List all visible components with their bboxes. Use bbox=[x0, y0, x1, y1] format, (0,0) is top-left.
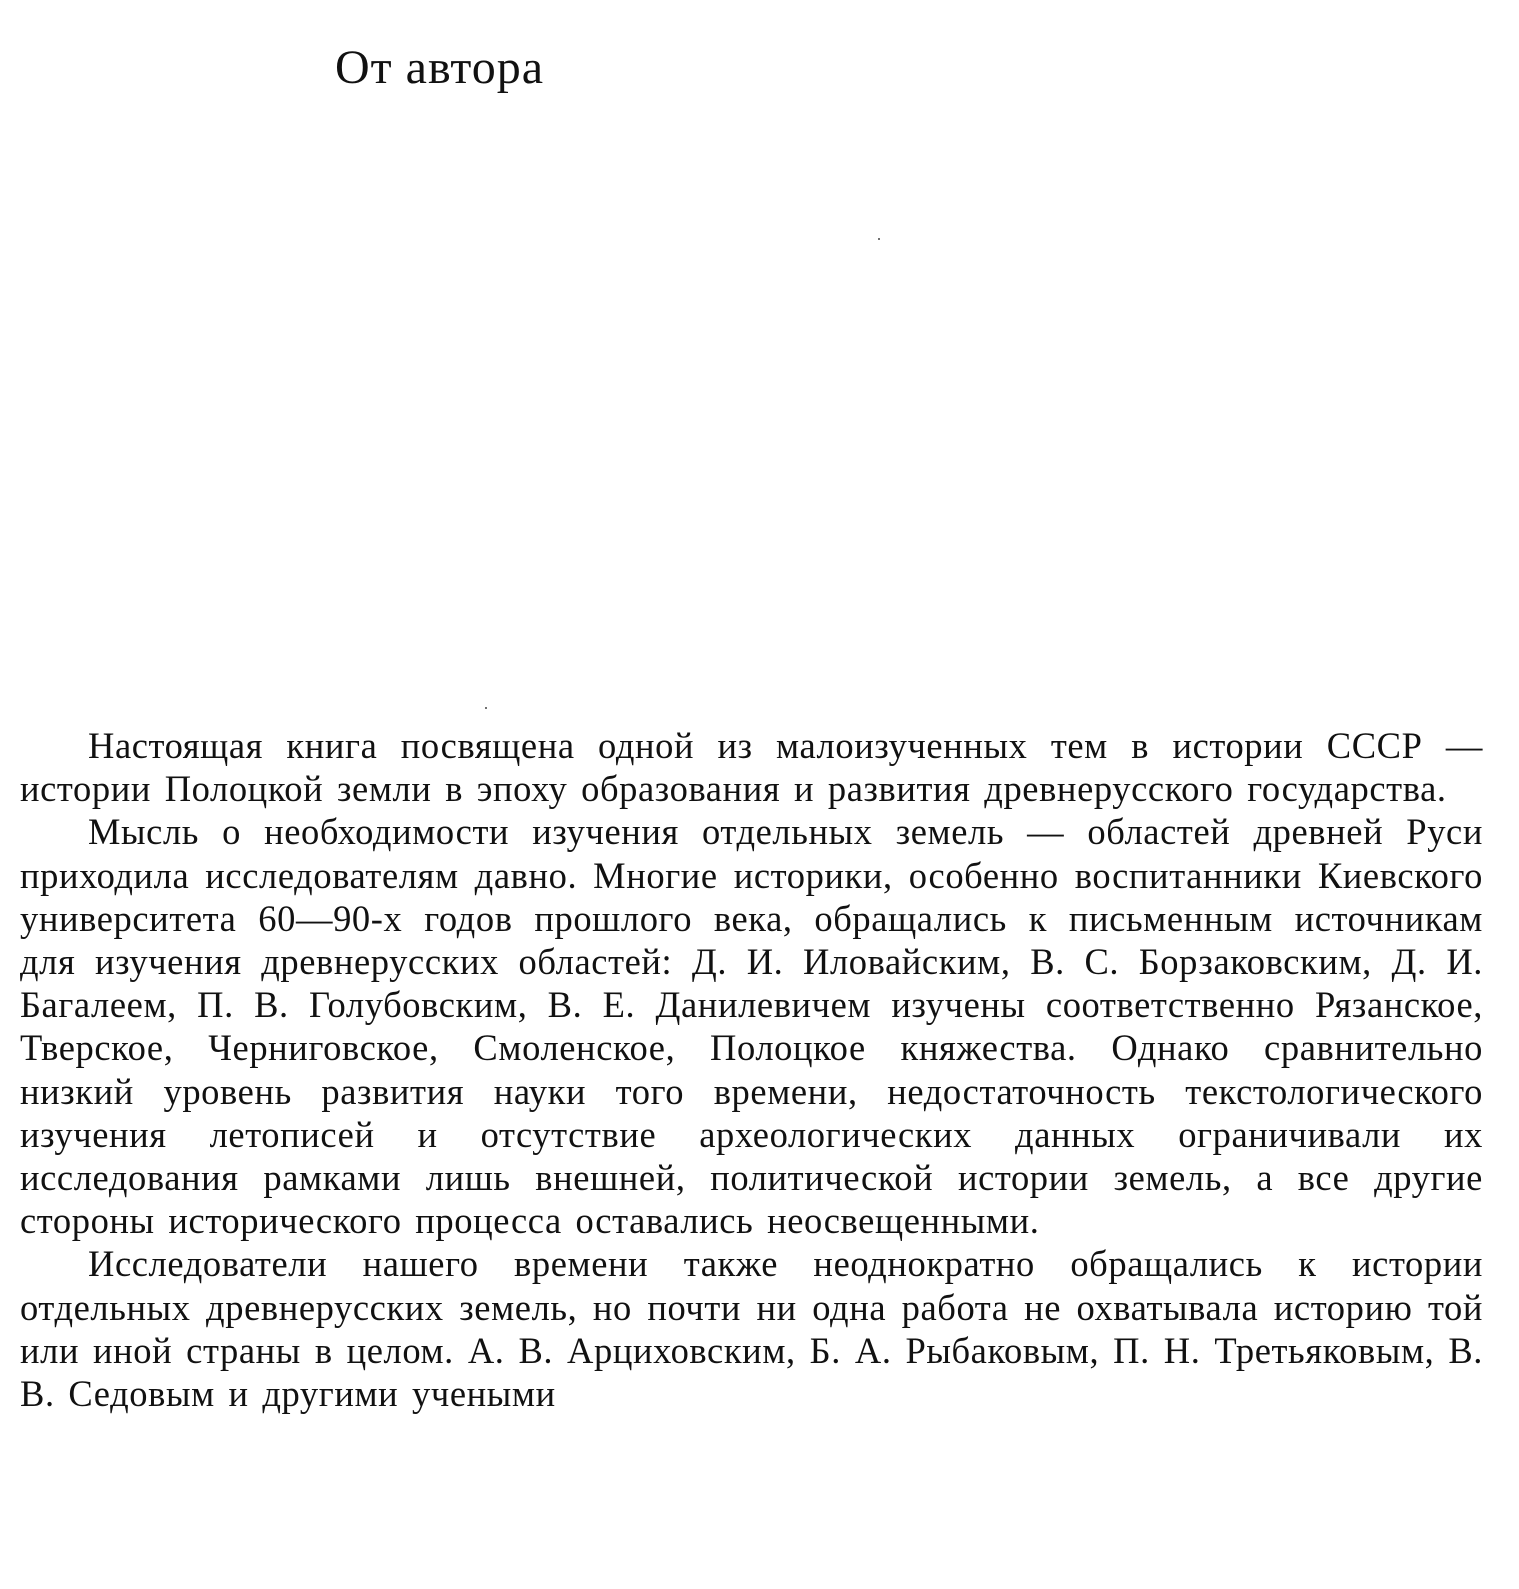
body-text bbox=[20, 724, 1483, 1415]
paragraph-intro: Настоящая книга посвящена одной из малоизученных тем в истории СССР — истории Полоцкой земли в эпоху образования и развития древнерусского государства. bbox=[20, 725, 1483, 810]
chapter-heading: От автора bbox=[335, 41, 545, 94]
print-speck bbox=[878, 238, 880, 240]
paragraph-historiography: Мысль о необходимости изучения отдельных земель — областей древней Руси приходила исследователям давно. Многие историки, особенно воспитанники Киевского университета 60—90-х годов прошлого века, обращались к письменным источникам для изучения древнерусских областей: Д. И. Иловайским, В. С. Борзаковским, Д. И. Багалеем, П. В. Голубовским, В. Е. Данилевичем изучены соответственно Рязанское, Тверское, Черниговское, Смоленское, Полоцкое княжества. Однако сравнительно низкий уровень развития науки того времени, недостаточность текстологического изучения летописей и отсутствие археологических данных ограничивали их исследования рамками лишь внешней, политической истории земель, а все другие стороны исторического процесса оставались неосвещенными. bbox=[20, 811, 1483, 1242]
paragraph-modern-research: Исследователи нашего времени также неоднократно обращались к истории отдельных древнерусских земель, но почти ни одна работа не охватывала историю той или иной страны в целом. А. В. Арциховским, Б. А. Рыбаковым, П. Н. Третьяковым, В. В. Седовым и другими учеными bbox=[20, 1243, 1483, 1415]
print-speck bbox=[485, 707, 487, 709]
